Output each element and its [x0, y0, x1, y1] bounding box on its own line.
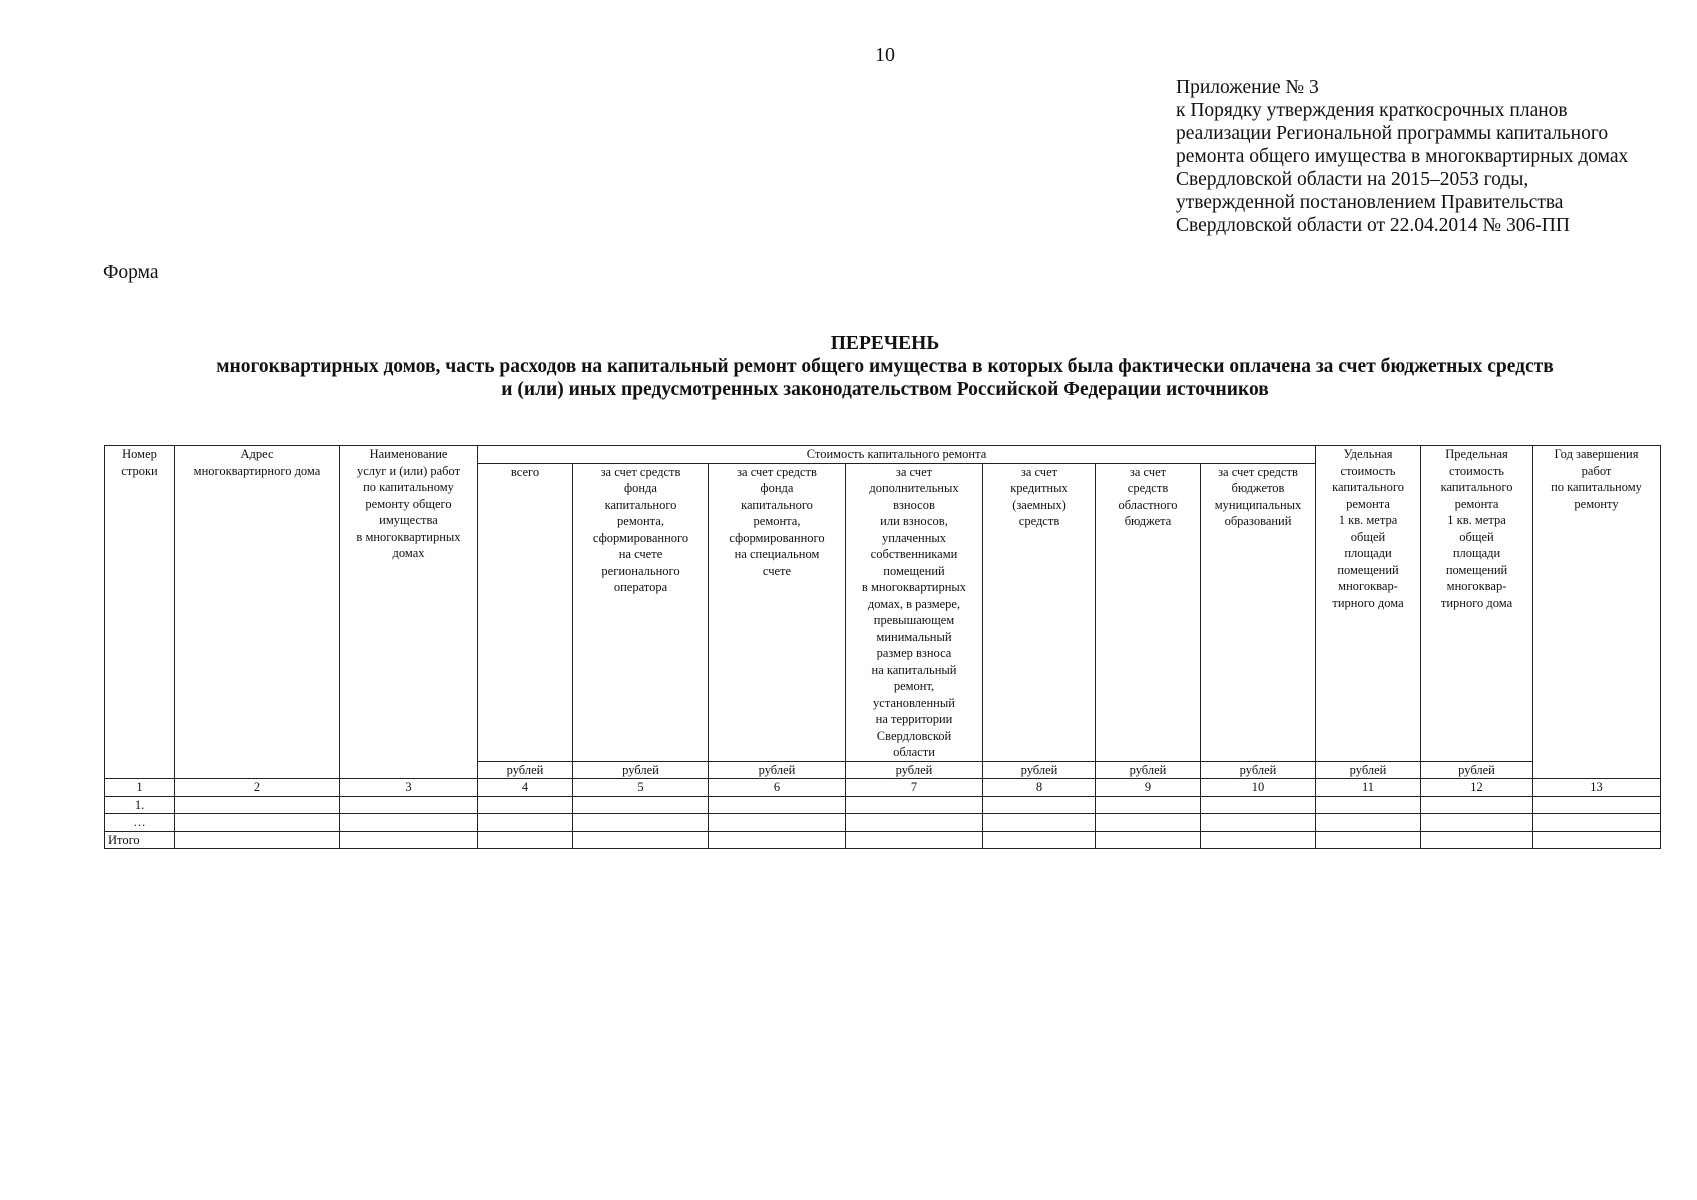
table-cell [1096, 796, 1201, 814]
appendix-line: Приложение № 3 [1176, 77, 1319, 98]
column-numbers-row [105, 779, 1661, 797]
table-cell [846, 796, 983, 814]
column-number: 6 [709, 779, 846, 797]
unit-label: рублей [478, 761, 573, 779]
header-regional-budget: за счет средств областного бюджета [1096, 463, 1201, 761]
table-row [105, 796, 1661, 814]
header-address: Адрес многоквартирного дома [175, 446, 340, 779]
column-number: 12 [1421, 779, 1533, 797]
table-cell [709, 831, 846, 849]
table-cell [846, 814, 983, 832]
appendix-line: Свердловской области от 22.04.2014 № 306-ПП [1176, 215, 1570, 236]
appendix-line: Свердловской области на 2015–2053 годы, [1176, 169, 1529, 190]
header-completion-year: Год завершения работ по капитальному ремонту [1533, 446, 1661, 779]
column-number: 11 [1316, 779, 1421, 797]
table-cell [478, 814, 573, 832]
document-subtitle-line-2: и (или) иных предусмотренных законодательством Российской Федерации источников [501, 379, 1269, 400]
table-cell [1316, 796, 1421, 814]
table-cell [1316, 814, 1421, 832]
row-label: 1. [105, 796, 175, 814]
appendix-block [1176, 76, 1628, 237]
table-cell [1201, 796, 1316, 814]
table-cell [1533, 814, 1661, 832]
unit-label: рублей [1421, 761, 1533, 779]
header-max-cost: Предельная стоимость капитального ремонта 1 кв. метра общей площади помещений многоквар- тирного дома [1421, 446, 1533, 762]
table-cell [175, 831, 340, 849]
table-row [105, 814, 1661, 832]
unit-label: рублей [1316, 761, 1421, 779]
column-number: 13 [1533, 779, 1661, 797]
table-cell [478, 796, 573, 814]
table-cell [175, 814, 340, 832]
table-cell [1096, 831, 1201, 849]
table-cell [340, 814, 478, 832]
table-cell [573, 814, 709, 832]
table-row-total [105, 831, 1661, 849]
table-cell [983, 796, 1096, 814]
table-cell [709, 814, 846, 832]
header-municipal-budget: за счет средств бюджетов муниципальных образований [1201, 463, 1316, 761]
table-cell [1421, 796, 1533, 814]
document-subtitle-line-1: многоквартирных домов, часть расходов на капитальный ремонт общего имущества в которых была фактически оплачена за счет бюджетных средств [216, 356, 1554, 377]
table-cell [983, 831, 1096, 849]
table-cell [709, 796, 846, 814]
unit-label: рублей [1201, 761, 1316, 779]
header-total: всего [478, 463, 573, 761]
page-number: 10 [875, 44, 895, 66]
column-number: 3 [340, 779, 478, 797]
table-cell [1421, 831, 1533, 849]
table-cell [175, 796, 340, 814]
appendix-line: утвержденной постановлением Правительства [1176, 192, 1564, 213]
unit-label: рублей [709, 761, 846, 779]
table-cell [1533, 831, 1661, 849]
header-unit-cost: Удельная стоимость капитального ремонта 1 кв. метра общей площади помещений многоквар- тирного дома [1316, 446, 1421, 762]
column-number: 1 [105, 779, 175, 797]
appendix-line: реализации Региональной программы капитального [1176, 123, 1609, 144]
table-cell [846, 831, 983, 849]
table-cell [573, 831, 709, 849]
column-number: 7 [846, 779, 983, 797]
column-number: 2 [175, 779, 340, 797]
header-regional-fund: за счет средств фонда капитального ремонта, сформированного на счете регионального оператора [573, 463, 709, 761]
header-additional-contributions: за счет дополнительных взносов или взносов, уплаченных собственниками помещений в многоквартирных домах, в размере, превышающем минимальный размер взноса на капитальный ремонт, установленный на территории Свердловской области [846, 463, 983, 761]
column-number: 8 [983, 779, 1096, 797]
table-header-row [105, 446, 1661, 464]
table-cell [478, 831, 573, 849]
unit-label: рублей [983, 761, 1096, 779]
table-cell [1201, 814, 1316, 832]
table-cell [1316, 831, 1421, 849]
table-cell [1533, 796, 1661, 814]
table-cell [1096, 814, 1201, 832]
buildings-list-table [104, 445, 1661, 849]
table-cell [1201, 831, 1316, 849]
column-number: 10 [1201, 779, 1316, 797]
unit-label: рублей [573, 761, 709, 779]
column-number: 9 [1096, 779, 1201, 797]
header-row-number: Номер строки [105, 446, 175, 779]
table-cell [1421, 814, 1533, 832]
appendix-line: ремонта общего имущества в многоквартирных домах [1176, 146, 1629, 167]
form-label: Форма [103, 262, 159, 283]
appendix-line: к Порядку утверждения краткосрочных планов [1176, 100, 1568, 121]
unit-label: рублей [1096, 761, 1201, 779]
header-cost-group: Стоимость капитального ремонта [478, 446, 1316, 464]
column-number: 5 [573, 779, 709, 797]
header-special-account: за счет средств фонда капитального ремонта, сформированного на специальном счете [709, 463, 846, 761]
header-services: Наименование услуг и (или) работ по капитальному ремонту общего имущества в многоквартирных домах [340, 446, 478, 779]
table-cell [573, 796, 709, 814]
unit-label: рублей [846, 761, 983, 779]
row-label: Итого [105, 831, 175, 849]
row-label: … [105, 814, 175, 832]
column-number: 4 [478, 779, 573, 797]
table-cell [340, 796, 478, 814]
table-cell [983, 814, 1096, 832]
document-title: ПЕРЕЧЕНЬ [830, 333, 940, 354]
header-credit-funds: за счет кредитных (заемных) средств [983, 463, 1096, 761]
table-cell [340, 831, 478, 849]
